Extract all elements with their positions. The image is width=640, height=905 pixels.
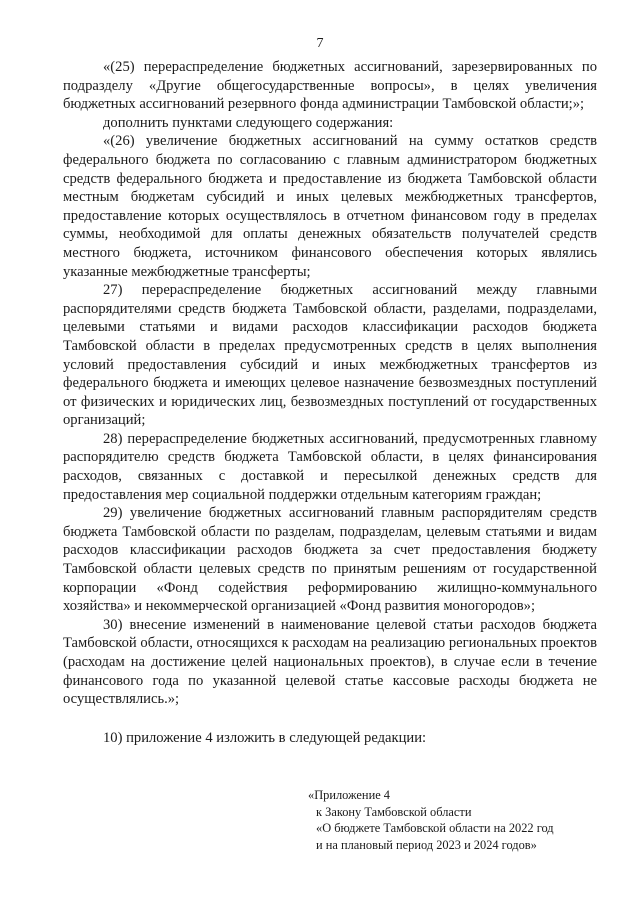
appendix-law-period: и на плановый период 2023 и 2024 годов» (316, 837, 537, 852)
paragraph-item-30: 30) внесение изменений в наименование целевой статьи расходов бюджета Тамбовской области, относящихся к расходам на реализацию региональных проектов (расходам на достижение целей национальных проектов), в случае если в течение финансового года по указанной целевой статье кассовые расходы бюджета не осуществлялись.»; (63, 616, 597, 708)
appendix-reference (308, 787, 628, 853)
paragraph-item-27: 27) перераспределение бюджетных ассигнований между главными распорядителями средств бюджета Тамбовской области, разделами, подразделами, целевыми статьями и видами расходов классификации расходов бюджета Тамбовской области в пределах предусмотренных средств в целях выполнения условий предоставления субсидий и иных межбюджетных трансфертов из федерального бюджета и имеющих целевое назначение безвозмездных поступлений от физических и юридических лиц, безвозмездных поступлений от государственных организаций; (63, 282, 597, 429)
appendix-title: «Приложение 4 (308, 788, 390, 802)
paragraph-supplement-intro: дополнить пунктами следующего содержания: (103, 114, 394, 131)
document-body (63, 58, 597, 747)
appendix-law-ref: к Закону Тамбовской области (316, 804, 472, 819)
paragraph-item-28: 28) перераспределение бюджетных ассигнований, предусмотренных главному распорядителю средств бюджета Тамбовской области, в целях финансирования расходов, связанных с доставкой и пересылкой денежных средств для предоставления мер социальной поддержки отдельным категориям граждан; (63, 430, 597, 503)
appendix-law-title: «О бюджете Тамбовской области на 2022 год (316, 821, 554, 835)
page-number: 7 (316, 36, 324, 51)
paragraph-item-29: 29) увеличение бюджетных ассигнований главным распорядителям средств бюджета Тамбовской области по разделам, подразделам, целевым статьями и видам расходов классификации расходов бюджета за счет предоставления бюджету Тамбовской области целевых средств по принятым решениям от государственной корпорации «Фонд содействия реформированию жилищно-коммунального хозяйства» и некоммерческой организацией «Фонд развития моногородов»; (63, 505, 597, 615)
paragraph-item-25: «(25) перераспределение бюджетных ассигнований, зарезервированных по подразделу «Другие общегосударственные вопросы», в целях увеличения бюджетных ассигнований резервного фонда администрации Тамбовской области;»; (63, 59, 597, 113)
paragraph-appendix-instruction: 10) приложение 4 изложить в следующей редакции: (103, 729, 427, 746)
paragraph-item-26: «(26) увеличение бюджетных ассигнований на сумму остатков средств федерального бюджета по согласованию с главным администратором бюджетных средств федерального бюджета и предоставление из бюджета Тамбовской области местным бюджетам субсидий и иных целевых межбюджетных трансфертов, предоставление которых осуществлялось в отчетном финансовом году в пределах суммы, необходимой для оплаты денежных обязательств получателей средств местного бюджета, источником финансового обеспечения которых являлись указанные межбюджетные трансферты; (63, 133, 597, 280)
